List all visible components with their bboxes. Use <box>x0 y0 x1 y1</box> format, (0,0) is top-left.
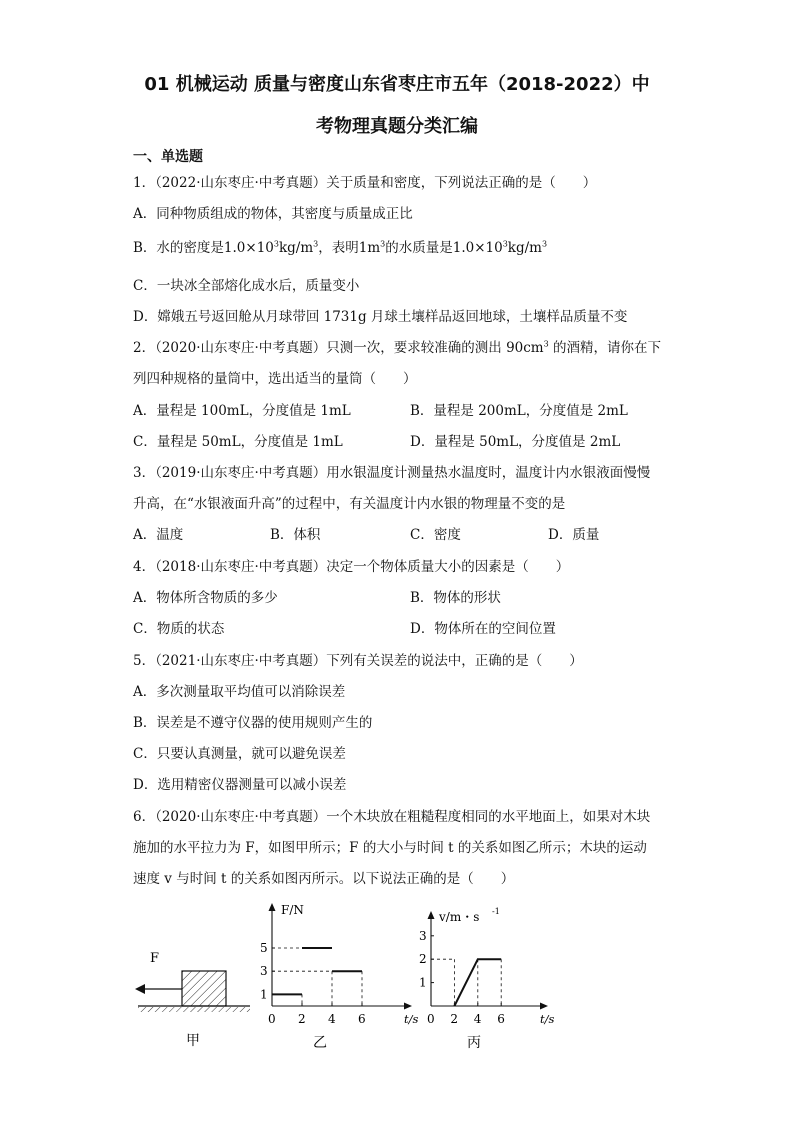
yi-x-tick-label: 0 <box>268 1012 276 1026</box>
wood-block <box>182 971 226 1006</box>
ground-hatch <box>138 1007 250 1012</box>
yi-y-tick-label: 3 <box>260 964 268 979</box>
q3-option-b: B．体积 <box>270 527 321 543</box>
caption-jia: 甲 <box>186 1033 200 1049</box>
bing-y-tick-label: 1 <box>419 975 427 990</box>
bing-y-arrow <box>428 911 435 919</box>
yi-x-arrow <box>404 1003 412 1010</box>
yi-y-axis-label: F/N <box>281 903 304 917</box>
bing-y-axis-label: v/m・s <box>439 910 480 924</box>
yi-y-tick-label: 1 <box>260 987 268 1002</box>
yi-y-arrow <box>269 903 276 911</box>
bing-x-tick-label: 6 <box>497 1012 505 1026</box>
q5-option-c: C．只要认真测量，就可以避免误差 <box>133 746 346 762</box>
q3-option-d: D．质量 <box>548 527 600 543</box>
figure-yi <box>260 903 418 1026</box>
force-arrowhead <box>135 984 145 994</box>
q2-option-a: A．量程是 100mL，分度值是 1mL <box>133 403 351 419</box>
force-label: F <box>150 951 160 966</box>
figure-jia <box>135 951 250 1049</box>
q2-option-d: D．量程是 50mL，分度值是 2mL <box>410 434 621 450</box>
bing-y-axis-label-exp: -1 <box>492 907 500 916</box>
q3-option-a: A．温度 <box>133 527 184 543</box>
q2-option-c: C．量程是 50mL，分度值是 1mL <box>133 434 343 450</box>
bing-x-tick-label: 4 <box>473 1012 482 1026</box>
caption-yi: 乙 <box>313 1035 327 1051</box>
bing-x-tick-label: 0 <box>427 1012 435 1026</box>
q6-stem-line1: 6．（2020·山东枣庄·中考真题）一个木块放在粗糙程度相同的水平地面上，如果对木块 <box>133 809 651 825</box>
section-heading: 一、单选题 <box>133 149 203 165</box>
yi-y-tick-label: 5 <box>260 941 268 955</box>
q4-option-c: C．物质的状态 <box>133 621 225 637</box>
yi-x-tick-label: 6 <box>358 1012 366 1026</box>
q2-stem-line1: 2．（2020·山东枣庄·中考真题）只测一次，要求较准确的测出 $90cm^3$ 的酒精，请你在下 <box>133 339 661 356</box>
caption-bing: 丙 <box>467 1035 481 1051</box>
bing-x-axis-label: t/s <box>540 1012 555 1026</box>
q1-option-b: B．水的密度是$1.0\times 10^3kg/m^3$，表明$1m^3$的水质量是$1.0\times 10^3kg/m^3$ <box>133 239 548 256</box>
doc-title-line2: 考物理真题分类汇编 <box>316 116 478 137</box>
q6-stem-line3: 速度 v 与时间 t 的关系如图丙所示。以下说法正确的是（ ） <box>133 871 515 887</box>
q1-option-a: A．同种物质组成的物体，其密度与质量成正比 <box>133 206 413 222</box>
q2-option-b: B．量程是 200mL，分度值是 2mL <box>410 403 628 419</box>
q4-stem: 4．（2018·山东枣庄·中考真题）决定一个物体质量大小的因素是（ ） <box>133 559 570 575</box>
q1-option-d: D．嫦娥五号返回舱从月球带回 1731g 月球土壤样品返回地球，土壤样品质量不变 <box>133 309 628 325</box>
q5-stem: 5．（2021·山东枣庄·中考真题）下列有关误差的说法中，正确的是（ ） <box>133 653 583 669</box>
yi-x-tick-label: 2 <box>298 1012 306 1026</box>
q1-option-c: C．一块冰全部熔化成水后，质量变小 <box>133 278 360 294</box>
q4-option-a: A．物体所含物质的多少 <box>133 590 278 606</box>
figure-bing <box>419 907 554 1026</box>
q5-option-a: A．多次测量取平均值可以消除误差 <box>133 684 346 700</box>
q3-stem-line2: 升高，在“水银液面升高”的过程中，有关温度计内水银的物理量不变的是 <box>133 496 566 512</box>
q4-option-b: B．物体的形状 <box>410 590 501 606</box>
bing-x-tick-label: 2 <box>450 1012 459 1026</box>
q5-option-b: B．误差是不遵守仪器的使用规则产生的 <box>133 715 373 731</box>
q1-stem: 1．（2022·山东枣庄·中考真题）关于质量和密度，下列说法正确的是（ ） <box>133 175 597 191</box>
yi-x-axis-label: t/s <box>404 1012 419 1026</box>
q6-stem-line2: 施加的水平拉力为 F，如图甲所示；F 的大小与时间 t 的关系如图乙所示；木块的运动 <box>133 840 647 856</box>
q2-stem-line2: 列四种规格的量筒中，选出适当的量筒（ ） <box>133 371 417 387</box>
bing-y-tick-label: 3 <box>419 928 427 943</box>
q4-option-d: D．物体所在的空间位置 <box>410 621 556 637</box>
q5-option-d: D．选用精密仪器测量可以减小误差 <box>133 777 347 793</box>
q3-stem-line1: 3．（2019·山东枣庄·中考真题）用水银温度计测量热水温度时，温度计内水银液面慢慢 <box>133 465 651 481</box>
yi-x-tick-label: 4 <box>328 1012 336 1026</box>
bing-y-tick-label: 2 <box>419 952 427 967</box>
q3-option-c: C．密度 <box>410 527 461 543</box>
bing-x-arrow <box>540 1003 548 1010</box>
doc-title-line1: 01 机械运动 质量与密度山东省枣庄市五年（2018-2022）中 <box>144 74 650 95</box>
